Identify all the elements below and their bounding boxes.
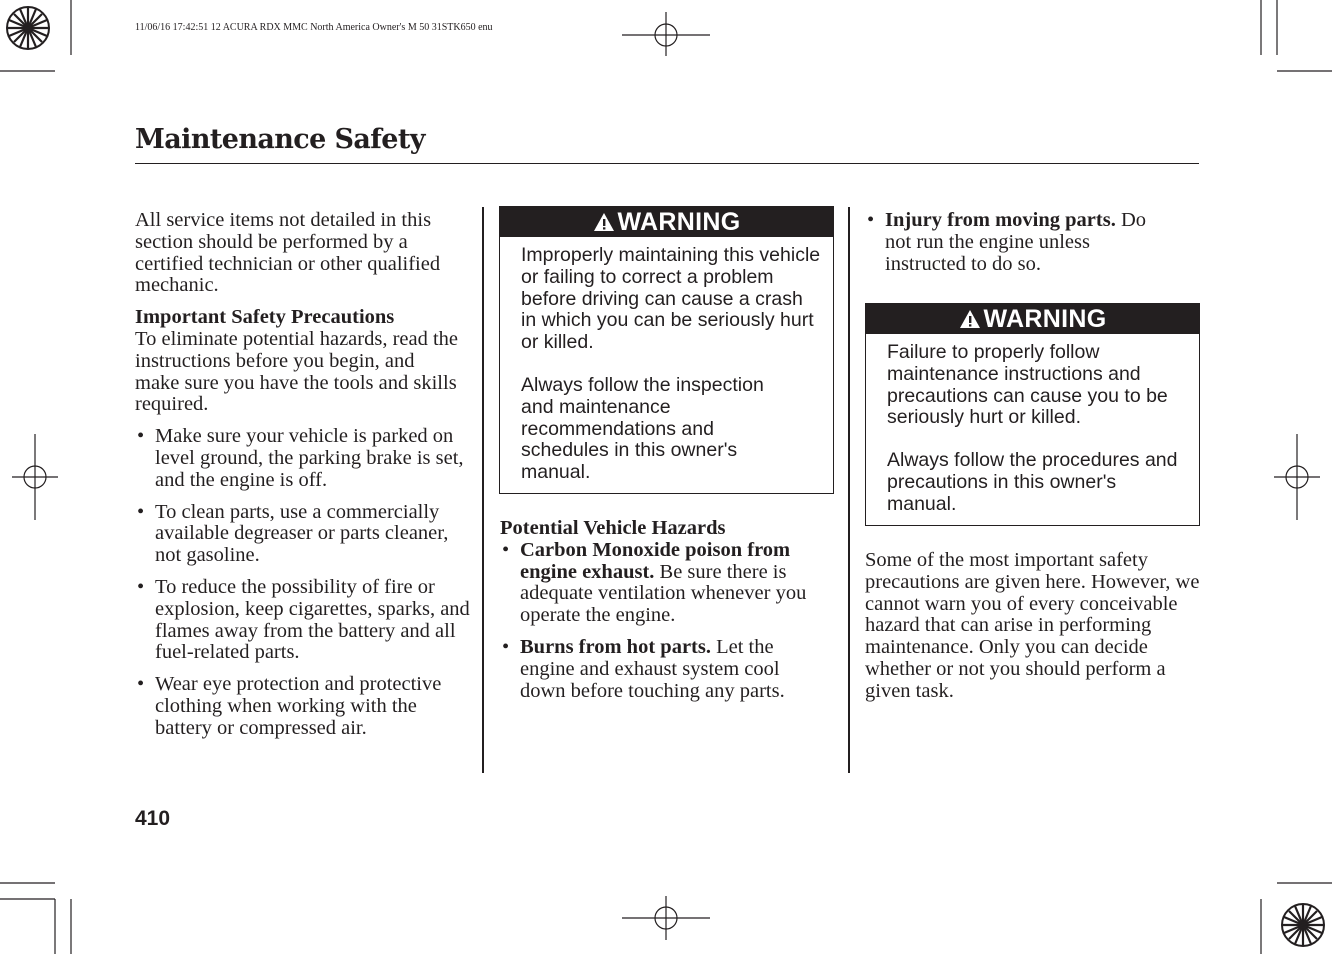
column-3-hazard (865, 210, 1185, 275)
list-item: • Make sure your vehicle is parked on level ground, the parking brake is set, and the engine is off. (135, 426, 475, 491)
page-title: Maintenance Safety (135, 124, 425, 155)
list-item (500, 637, 815, 702)
hazard-text: Let the engine and exhaust system cool down before touching any parts. (520, 635, 785, 702)
precautions-list (135, 426, 475, 739)
list-item: • To clean parts, use a commercially available degreaser or parts cleaner, not gasoline. (135, 502, 470, 567)
hazard-title: Burns from hot parts. (520, 635, 711, 658)
warning-body (500, 237, 833, 493)
hazards-heading: Potential Vehicle Hazards (500, 517, 726, 539)
precautions-paragraph: To eliminate potential hazards, read the instructions before you begin, and make sure you have the tools and skills required. (135, 327, 459, 416)
warning-header (500, 207, 833, 237)
hazards-list (865, 210, 1185, 275)
column-1 (135, 210, 475, 740)
column-3-closing (865, 550, 1201, 703)
intro-paragraph: All service items not detailed in this section should be performed by a certified technician or other qualified mechanic. (135, 209, 441, 297)
hazard-text: Do not run the engine unless instructed to do so. (885, 209, 1147, 275)
warning-header (866, 304, 1199, 334)
list-item: • To reduce the possibility of fire or explosion, keep cigarettes, sparks, and flames away from the battery and all fuel-related parts. (135, 577, 470, 664)
warning-triangle-icon (959, 309, 981, 329)
closing-paragraph: Some of the most important safety precautions are given here. However, we cannot warn you of every conceivable hazard that can arise in performing maintenance. Only you can decide whether or not you should perform a given task. (865, 549, 1200, 702)
hazards-list (500, 540, 836, 703)
warning-label: WARNING (617, 208, 741, 236)
list-item (500, 540, 836, 627)
warning-label: WARNING (983, 305, 1107, 333)
warning-body (866, 334, 1199, 525)
hazard-text: Be sure there is adequate ventilation whenever you operate the engine. (520, 560, 807, 627)
hazard-title: Injury from moving parts. (885, 209, 1116, 231)
print-job-header: 11/06/16 17:42:51 12 ACURA RDX MMC North America Owner's M 50 31STK650 enu (135, 22, 493, 33)
column-2-hazards (500, 518, 836, 702)
warning-paragraph: Always follow the inspection and maintenance recommendations and schedules in this owner's manual. (521, 373, 764, 484)
column-divider-2 (848, 207, 850, 773)
warning-paragraph: Failure to properly follow maintenance instructions and precautions can cause you to be seriously hurt or killed. (887, 341, 1168, 429)
column-divider-1 (482, 207, 484, 773)
warning-paragraph: Always follow the procedures and precautions in this owner's manual. (887, 449, 1178, 515)
warning-paragraph: Improperly maintaining this vehicle or failing to correct a problem before driving can cause a crash in which you can be seriously hurt or killed. (521, 244, 821, 354)
warning-box-maintenance (499, 206, 834, 494)
page-number: 410 (135, 807, 171, 830)
precautions-heading: Important Safety Precautions (135, 306, 395, 329)
list-item: • Wear eye protection and protective clothing when working with the battery or compressed air. (135, 674, 475, 739)
warning-triangle-icon (593, 212, 615, 232)
hazard-title: Carbon Monoxide poison from engine exhaust. (520, 538, 791, 583)
title-rule (135, 163, 1199, 164)
warning-box-procedures (865, 303, 1200, 526)
list-item (865, 210, 1173, 275)
